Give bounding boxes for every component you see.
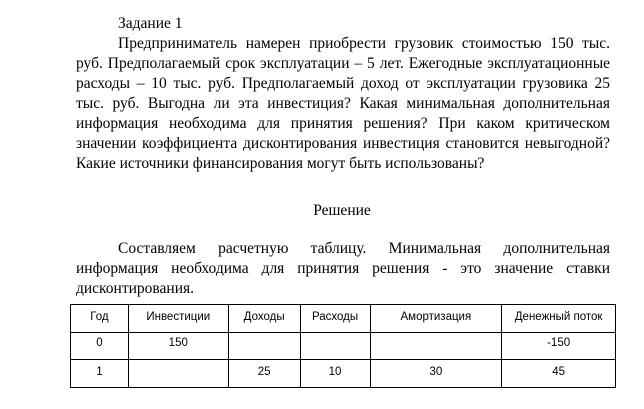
cell-depreciation: 30 — [370, 360, 502, 388]
header-year: Год — [71, 305, 129, 333]
cell-investments: 150 — [128, 333, 228, 360]
cell-year: 0 — [71, 333, 129, 360]
cell-expenses — [300, 333, 370, 360]
solution-text: Составляем расчетную таблицу. Минимальная дополнительная информация необходима для принятия решения - это значение ставки дисконтирования. — [76, 240, 610, 297]
cell-income: 25 — [228, 360, 300, 388]
cell-expenses: 10 — [300, 360, 370, 388]
cell-income — [228, 333, 300, 360]
cell-investments — [128, 360, 228, 388]
cell-year: 1 — [71, 360, 129, 388]
cell-cash-flow: -150 — [502, 333, 616, 360]
task-text: Предприниматель намерен приобрести грузовик стоимостью 150 тыс. руб. Предполагаемый срок эксплуатации – 5 лет. Ежегодные эксплуатационные расходы – 10 тыс. руб. Предполагаемый доход от эксплуатации грузовика 25 тыс. руб. Выгодна ли эта инвестиция? Какая минимальная дополнительная информация необходима для принятия решения? При каком критическом значении коэффициента дисконтирования инвестиция становится невыгодной? Какие источники финансирования могут быть использованы? — [76, 35, 610, 172]
header-income: Доходы — [228, 305, 300, 333]
table-row — [71, 333, 616, 360]
table-row — [71, 360, 616, 388]
header-expenses: Расходы — [300, 305, 370, 333]
task-title: Задание 1 — [118, 15, 183, 32]
cell-cash-flow: 45 — [502, 360, 616, 388]
cell-depreciation — [370, 333, 502, 360]
header-depreciation: Амортизация — [370, 305, 502, 333]
solution-heading: Решение — [313, 202, 371, 219]
header-investments: Инвестиции — [128, 305, 228, 333]
header-cash-flow: Денежный поток — [502, 305, 616, 333]
table-header-row — [71, 305, 616, 333]
calculation-table — [70, 304, 616, 388]
